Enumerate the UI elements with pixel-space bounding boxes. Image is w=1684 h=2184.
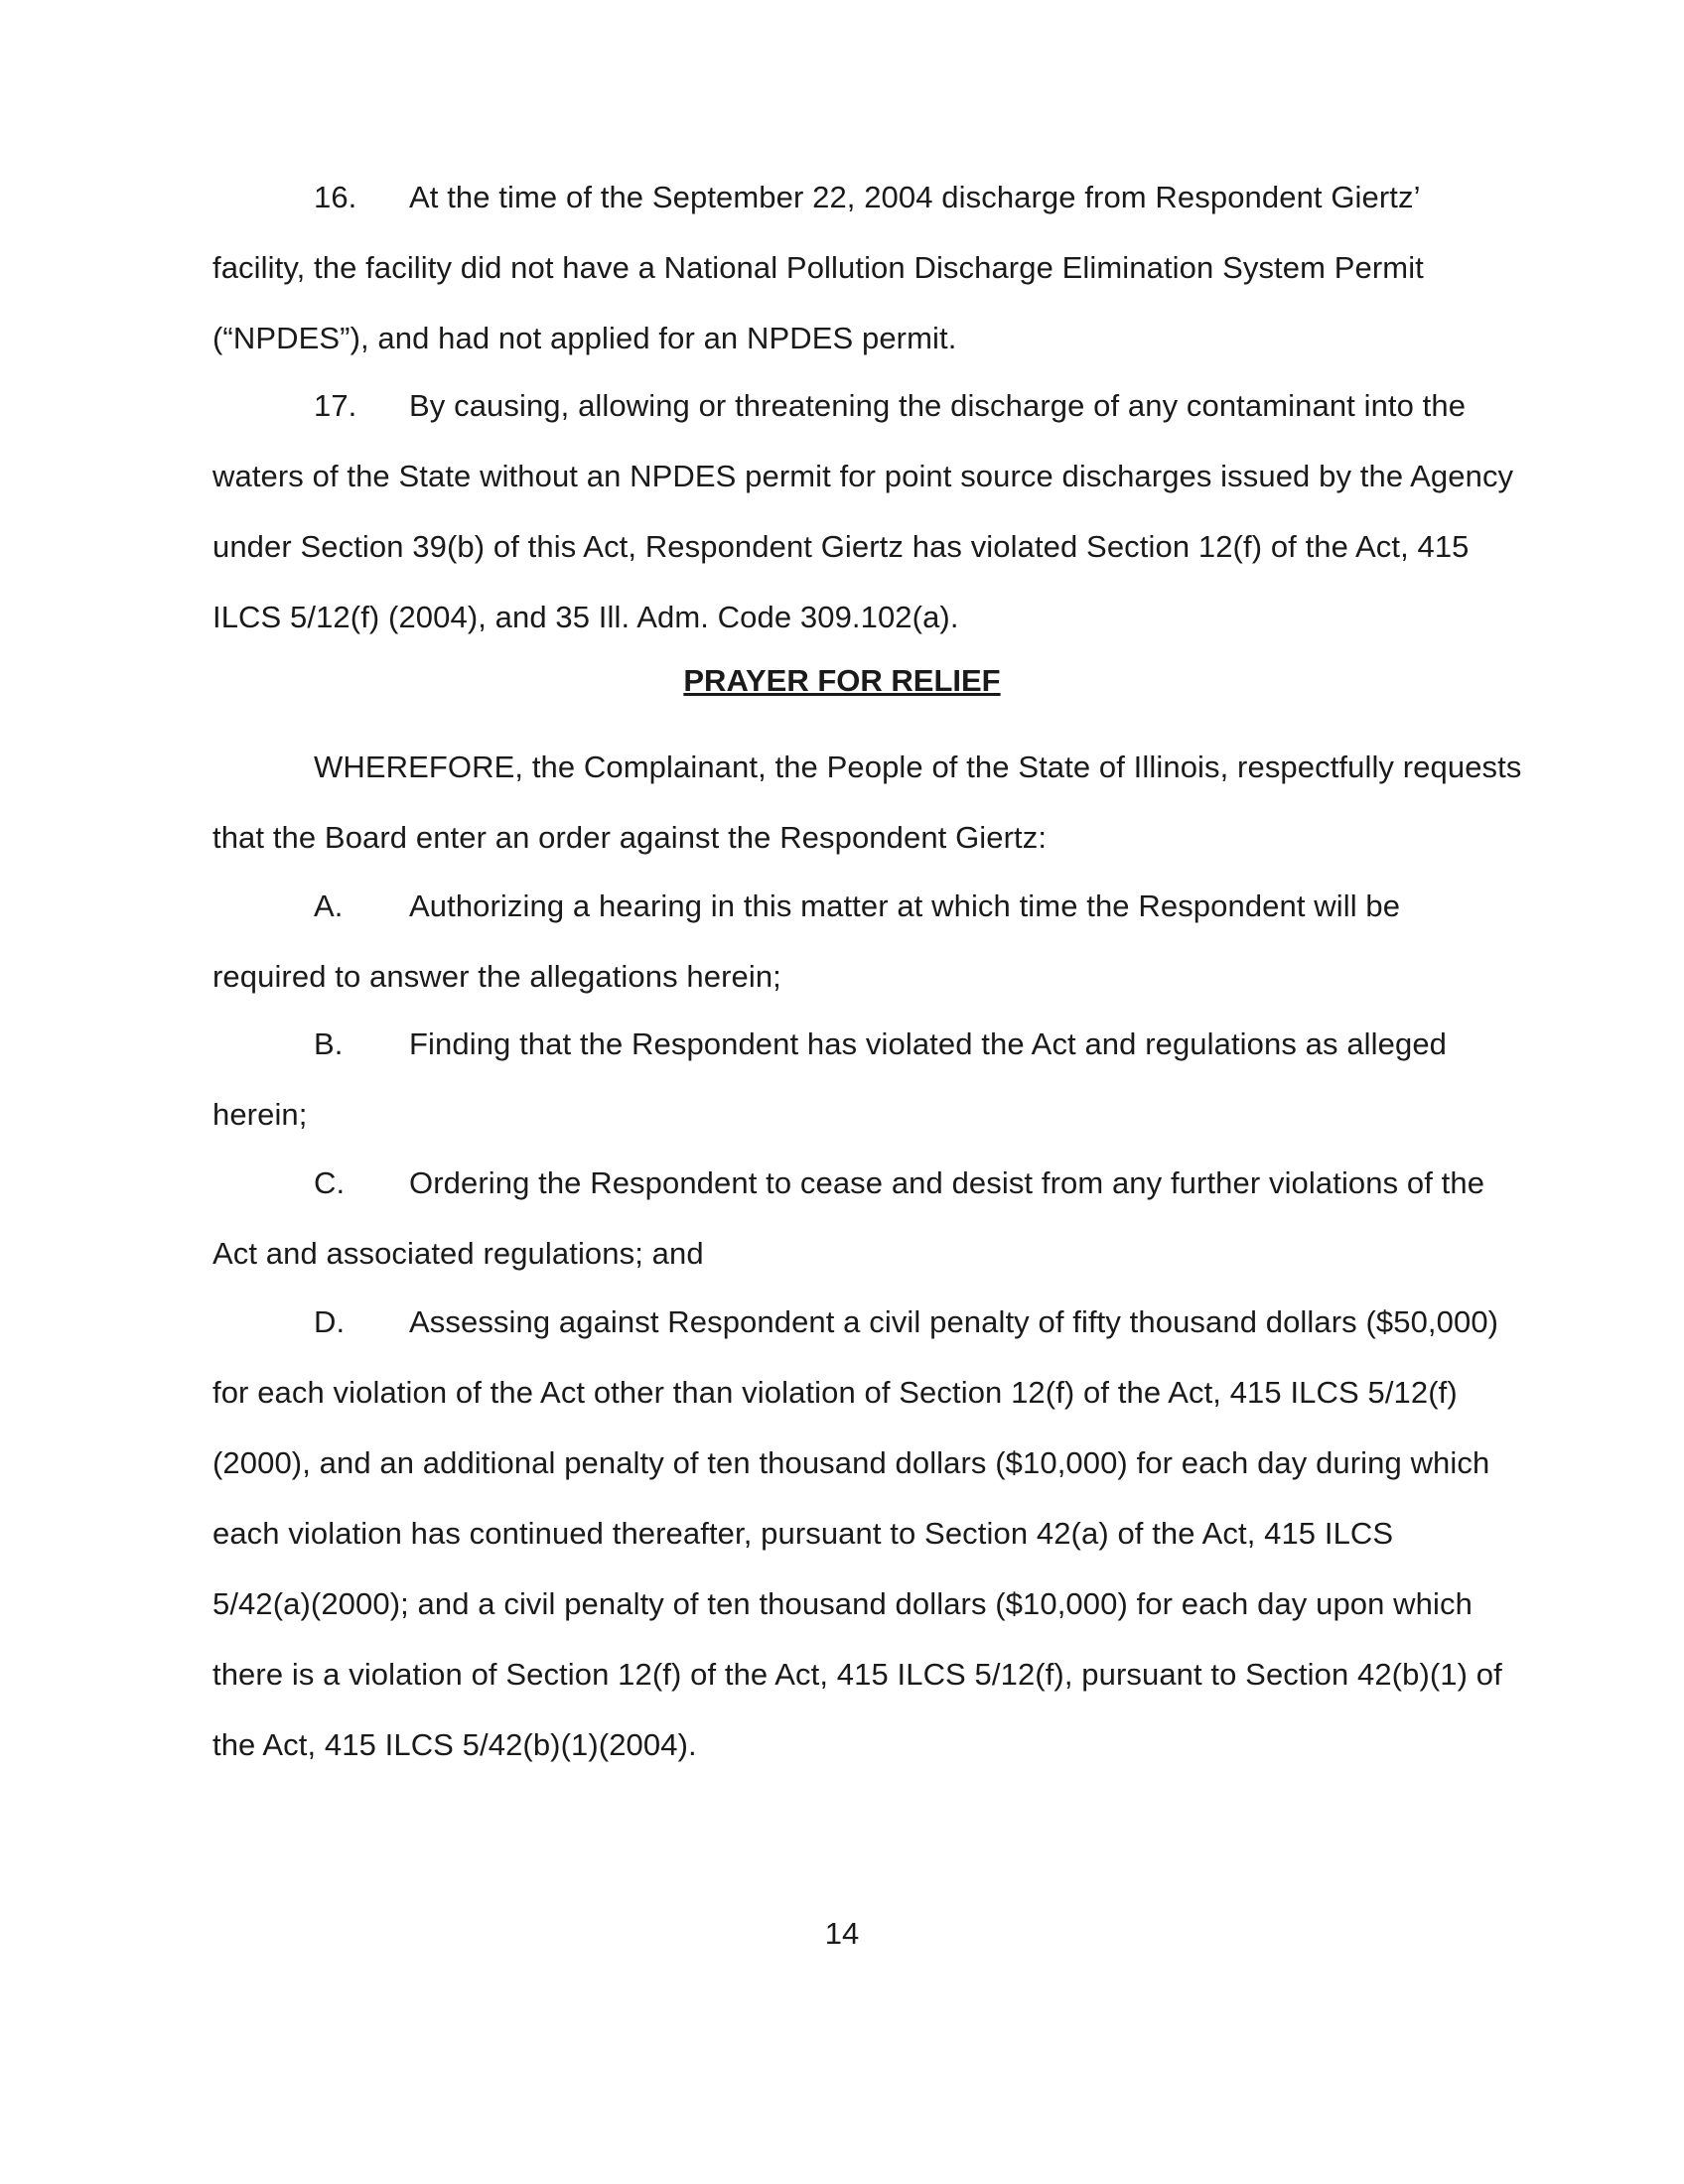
paragraph-line: Authorizing a hearing in this matter at which time the Respondent will be (409, 888, 1401, 923)
paragraph-line: that the Board enter an order against the Respondent Giertz: (212, 820, 1048, 855)
paragraph-line: Act and associated regulations; and (212, 1236, 704, 1271)
paragraph-line: required to answer the allegations herein; (212, 959, 781, 994)
paragraph-line: Finding that the Respondent has violated the Act and regulations as alleged (409, 1026, 1448, 1061)
item-letter: C. (314, 1165, 346, 1200)
paragraph-line: (2000), and an additional penalty of ten thousand dollars ($10,000) for each day during which (212, 1445, 1490, 1480)
paragraph-line: there is a violation of Section 12(f) of the Act, 415 ILCS 5/12(f), pursuant to Section 42(b)(1) of (212, 1657, 1502, 1692)
paragraph-line: WHEREFORE, the Complainant, the People of the State of Illinois, respectfully requests (314, 750, 1522, 784)
wherefore-paragraph (212, 732, 1522, 873)
paragraph-number: 17. (314, 388, 357, 423)
paragraph-number: 16. (314, 180, 357, 214)
paragraph-line: Ordering the Respondent to cease and desist from any further violations of the (409, 1165, 1485, 1200)
paragraph-line: (“NPDES”), and had not applied for an NPDES permit. (212, 321, 957, 355)
paragraph-line: each violation has continued thereafter, pursuant to Section 42(a) of the Act, 415 ILCS (212, 1516, 1394, 1551)
paragraph-line: herein; (212, 1097, 308, 1132)
paragraph-line: waters of the State without an NPDES permit for point source discharges issued by the Agency (212, 459, 1514, 493)
paragraph-line: By causing, allowing or threatening the discharge of any contaminant into the (409, 388, 1467, 423)
section-heading: PRAYER FOR RELIEF (683, 663, 1001, 698)
paragraph-line: 5/42(a)(2000); and a civil penalty of ten thousand dollars ($10,000) for each day upon which (212, 1586, 1473, 1621)
relief-item-b (212, 1009, 1503, 1150)
item-letter: B. (314, 1026, 344, 1061)
paragraph-line: for each violation of the Act other than violation of Section 12(f) of the Act, 415 ILCS 5/12(f) (212, 1375, 1458, 1410)
paragraph-17 (212, 370, 1514, 652)
paragraph-line: At the time of the September 22, 2004 discharge from Respondent Giertz’ (409, 180, 1421, 214)
paragraph-16 (212, 162, 1503, 373)
item-letter: A. (314, 888, 344, 923)
paragraph-line: Assessing against Respondent a civil penalty of fifty thousand dollars ($50,000) (409, 1304, 1499, 1339)
paragraph-line: ILCS 5/12(f) (2004), and 35 Ill. Adm. Code 309.102(a). (212, 600, 959, 634)
relief-item-a (212, 871, 1503, 1012)
paragraph-line: under Section 39(b) of this Act, Respondent Giertz has violated Section 12(f) of the Act, 415 (212, 529, 1470, 564)
paragraph-line: the Act, 415 ILCS 5/42(b)(1)(2004). (212, 1727, 697, 1762)
paragraph-line: facility, the facility did not have a National Pollution Discharge Elimination System Permit (212, 250, 1424, 285)
item-letter: D. (314, 1304, 346, 1339)
relief-item-c (212, 1148, 1503, 1289)
relief-item-d (212, 1287, 1503, 1780)
page-number: 14 (824, 1916, 860, 1951)
